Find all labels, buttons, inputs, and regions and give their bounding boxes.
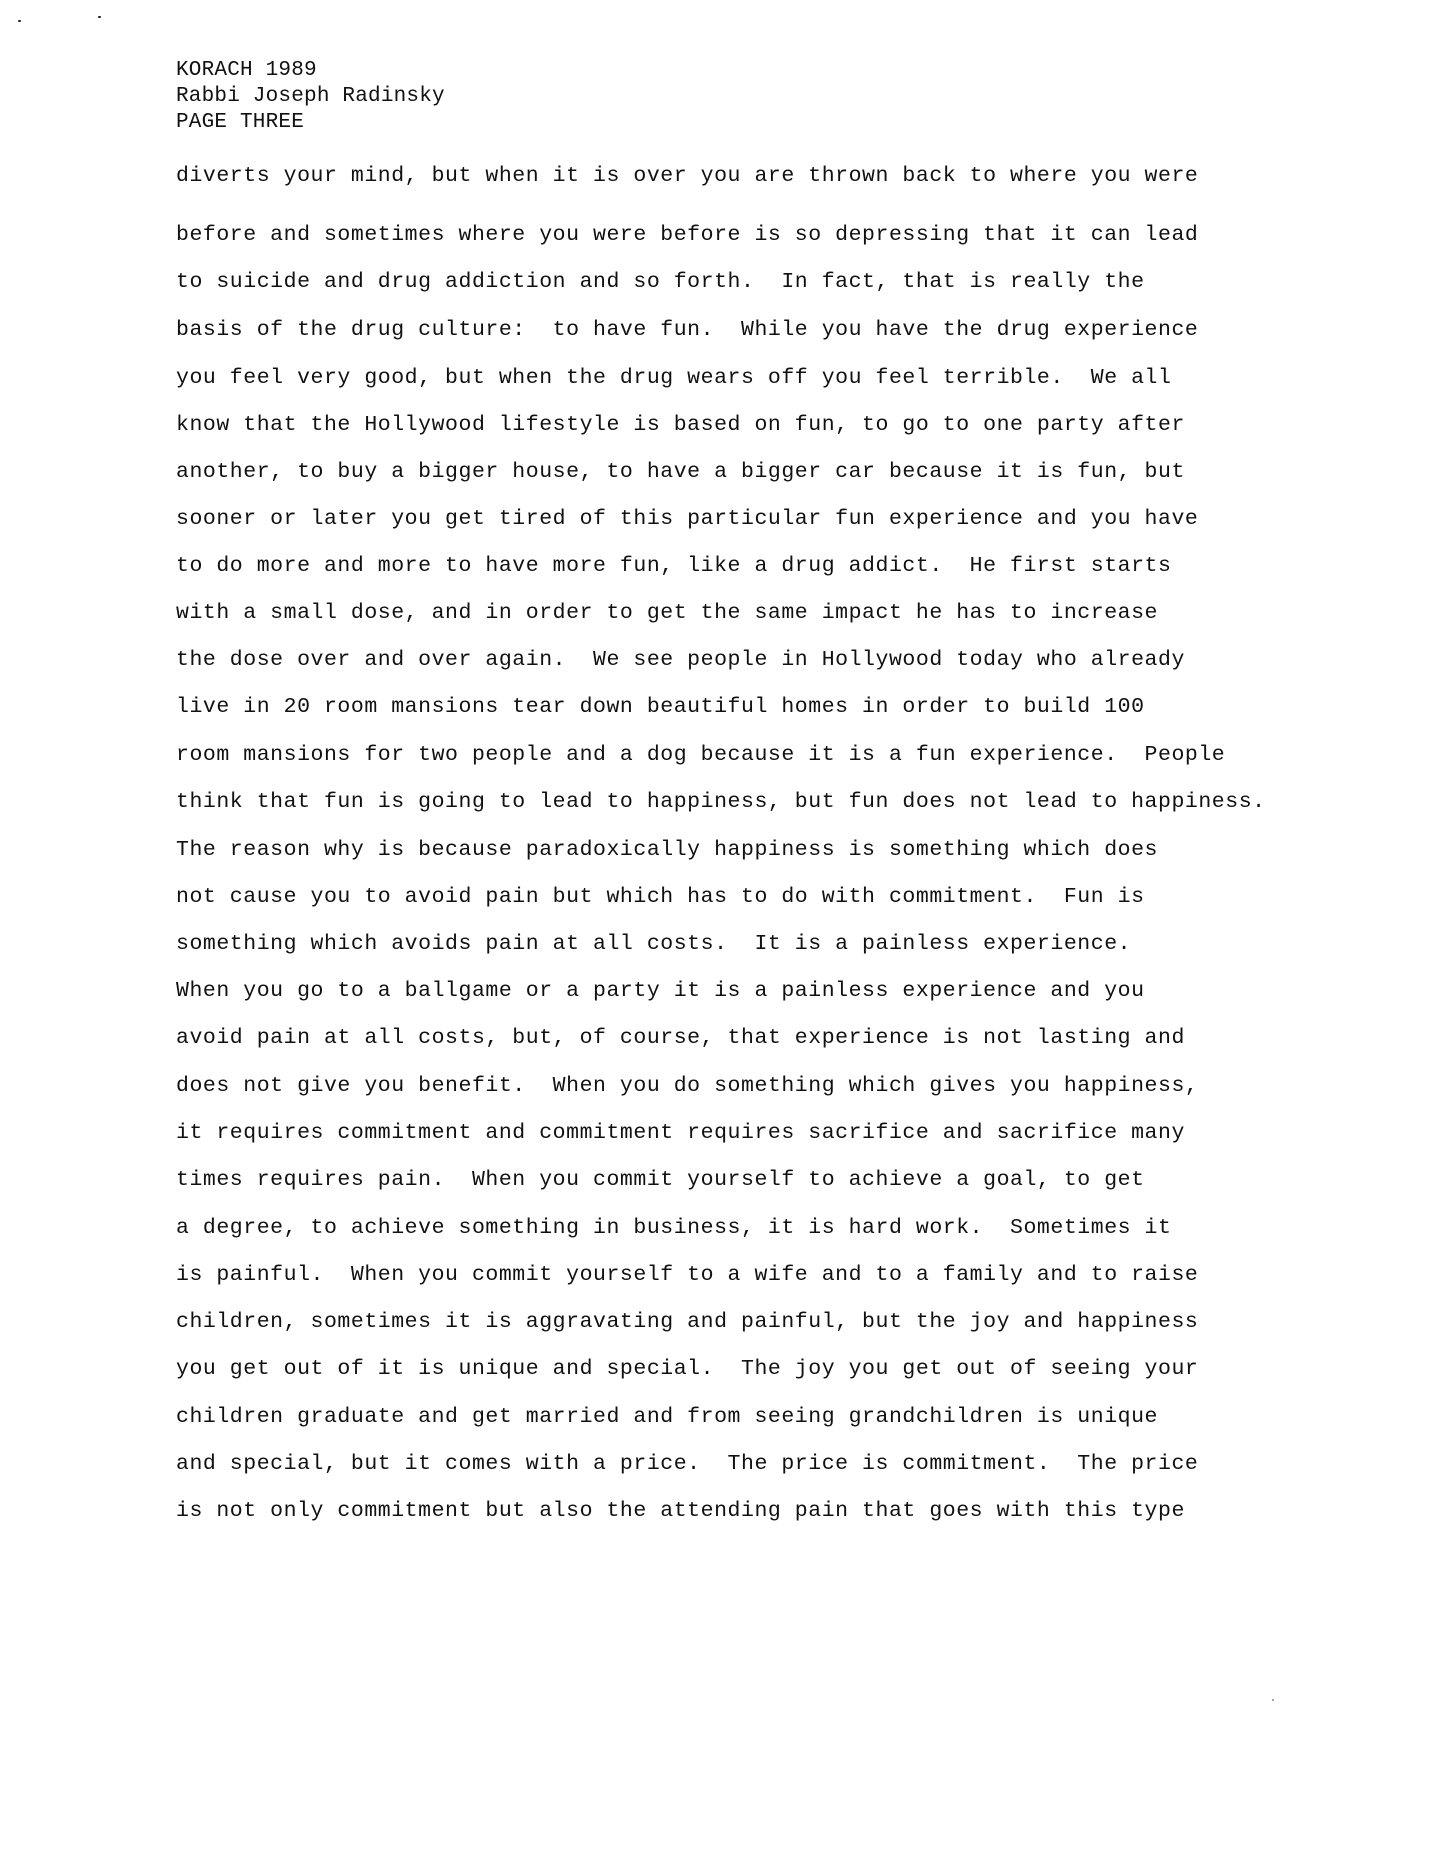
- text-line: it requires commitment and commitment requires sacrifice and sacrifice many: [176, 1121, 1185, 1145]
- text-line: sooner or later you get tired of this particular fun experience and you have: [176, 507, 1199, 531]
- text-line: children graduate and get married and from seeing grandchildren is unique: [176, 1405, 1159, 1429]
- text-line: When you go to a ballgame or a party it is a painless experience and you: [176, 979, 1145, 1003]
- text-line: live in 20 room mansions tear down beautiful homes in order to build 100: [176, 695, 1145, 719]
- text-line: The reason why is because paradoxically happiness is something which does: [176, 838, 1159, 862]
- text-line: another, to buy a bigger house, to have a bigger car because it is fun, but: [176, 460, 1185, 484]
- text-line: a degree, to achieve something in business, it is hard work. Sometimes it: [176, 1216, 1172, 1240]
- document-title: KORACH 1989: [176, 59, 317, 82]
- text-line: the dose over and over again. We see people in Hollywood today who already: [176, 648, 1185, 672]
- text-line: avoid pain at all costs, but, of course, that experience is not lasting and: [176, 1026, 1185, 1050]
- text-line: you feel very good, but when the drug wears off you feel terrible. We all: [176, 366, 1172, 390]
- text-line: not cause you to avoid pain but which has to do with commitment. Fun is: [176, 885, 1145, 909]
- text-line: something which avoids pain at all costs. It is a painless experience.: [176, 932, 1132, 956]
- text-line: does not give you benefit. When you do something which gives you happiness,: [176, 1074, 1199, 1098]
- text-line: room mansions for two people and a dog because it is a fun experience. People: [176, 743, 1226, 767]
- text-line: before and sometimes where you were before is so depressing that it can lead: [176, 223, 1199, 247]
- text-line: basis of the drug culture: to have fun. While you have the drug experience: [176, 318, 1199, 342]
- document-header: [176, 58, 445, 136]
- text-line: times requires pain. When you commit yourself to achieve a goal, to get: [176, 1168, 1145, 1192]
- text-line: you get out of it is unique and special. The joy you get out of seeing your: [176, 1357, 1199, 1381]
- text-line: is painful. When you commit yourself to a wife and to a family and to raise: [176, 1263, 1199, 1287]
- text-line: and special, but it comes with a price. The price is commitment. The price: [176, 1452, 1199, 1476]
- text-line: children, sometimes it is aggravating and painful, but the joy and happiness: [176, 1310, 1199, 1334]
- text-line: know that the Hollywood lifestyle is based on fun, to go to one party after: [176, 413, 1185, 437]
- text-line: with a small dose, and in order to get the same impact he has to increase: [176, 601, 1159, 625]
- document-author: Rabbi Joseph Radinsky: [176, 85, 445, 108]
- scan-speck: [98, 16, 101, 18]
- scan-speck: [1272, 1699, 1274, 1701]
- text-line: think that fun is going to lead to happiness, but fun does not lead to happiness.: [176, 790, 1266, 814]
- text-line: to do more and more to have more fun, like a drug addict. He first starts: [176, 554, 1172, 578]
- text-line: diverts your mind, but when it is over you are thrown back to where you were: [176, 164, 1199, 188]
- text-line: is not only commitment but also the attending pain that goes with this type: [176, 1499, 1185, 1523]
- page-label: PAGE THREE: [176, 111, 305, 134]
- text-line: to suicide and drug addiction and so forth. In fact, that is really the: [176, 270, 1145, 294]
- scan-speck: [18, 20, 21, 22]
